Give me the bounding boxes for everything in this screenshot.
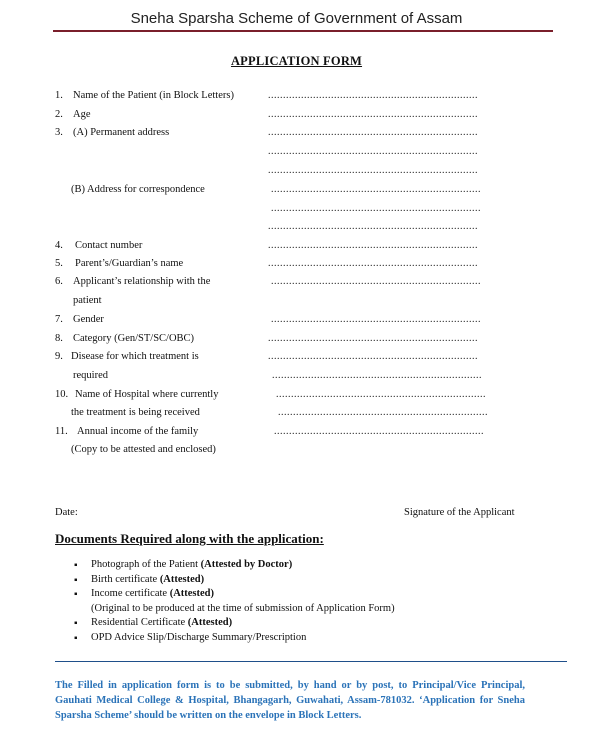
document-item-label: Photograph of the Patient	[91, 559, 201, 570]
item-number: 3.	[55, 127, 63, 138]
fill-in-line[interactable]: ......................................................................	[271, 184, 481, 195]
fill-in-line[interactable]: ......................................................................	[268, 221, 478, 232]
item-number: 5.	[55, 258, 63, 269]
item-number: 6.	[55, 276, 63, 287]
document-item-label: Birth certificate	[91, 573, 160, 585]
item-number: 7.	[55, 314, 63, 325]
field-label: the treatment is being received	[71, 407, 200, 418]
document-item-requirement: (Attested)	[187, 617, 233, 628]
document-item-note: (Original to be produced at the time of submission of Application Form)	[91, 602, 395, 614]
bullet-icon: ▪	[74, 618, 78, 629]
item-number: 11.	[55, 426, 68, 437]
fill-in-line[interactable]: ......................................................................	[268, 258, 478, 269]
field-label: (Copy to be attested and enclosed)	[71, 444, 216, 455]
signature-label: Signature of the Applicant	[404, 507, 515, 518]
bullet-icon: ▪	[74, 589, 78, 600]
fill-in-line[interactable]: ......................................................................	[268, 240, 478, 251]
document-item	[91, 559, 292, 570]
item-number: 1.	[55, 90, 63, 101]
submission-note: The Filled in application form is to be submitted, by hand or by post, to Principal/Vice Principal, Gauhati Medical College & Hospital, Bhangagarh, Guwahati, Assam-781032. ‘Application for Sneha Sparsha Scheme’ should be written on the envelope in Block Letters.	[55, 680, 525, 721]
field-label: (A) Permanent address	[73, 127, 170, 138]
document-item	[91, 617, 232, 628]
fill-in-line[interactable]: ......................................................................	[272, 370, 482, 381]
document-item	[91, 574, 204, 585]
item-number: 9.	[55, 351, 63, 362]
fill-in-line[interactable]: ......................................................................	[271, 314, 481, 325]
fill-in-line[interactable]: ......................................................................	[268, 165, 478, 176]
fill-in-line[interactable]: ......................................................................	[278, 407, 488, 418]
field-label: Disease for which treatment is	[71, 351, 199, 362]
item-number: 4.	[55, 240, 63, 251]
field-label: Category (Gen/ST/SC/OBC)	[73, 333, 195, 344]
document-item-requirement: (Attested by Doctor)	[200, 559, 293, 570]
document-item	[91, 632, 306, 643]
fill-in-line[interactable]: ......................................................................	[268, 109, 478, 120]
field-label: patient	[73, 295, 102, 306]
field-label: Gender	[73, 314, 104, 325]
fill-in-line[interactable]: ......................................................................	[268, 146, 478, 157]
field-label: Applicant’s relationship with the	[73, 276, 211, 287]
fill-in-line[interactable]: ......................................................................	[271, 203, 481, 214]
header-divider	[53, 30, 553, 32]
fill-in-line[interactable]: ......................................................................	[268, 127, 478, 138]
fill-in-line[interactable]: ......................................................................	[268, 333, 478, 344]
document-item	[91, 588, 214, 599]
item-number: 10.	[55, 389, 69, 400]
document-item-requirement: (Attested)	[159, 573, 205, 585]
bullet-icon: ▪	[74, 560, 78, 571]
item-number: 2.	[55, 109, 63, 120]
fill-in-line[interactable]: ......................................................................	[274, 426, 484, 437]
field-label: Contact number	[75, 240, 143, 251]
fill-in-line[interactable]: ......................................................................	[268, 351, 478, 362]
bullet-icon: ▪	[74, 574, 78, 586]
field-label: Age	[73, 109, 91, 120]
field-label: Annual income of the family	[77, 426, 199, 437]
field-label: required	[73, 370, 108, 381]
document-item-label: Income certificate	[91, 588, 170, 599]
date-label: Date:	[55, 507, 78, 518]
footer-divider	[55, 661, 567, 662]
document-item-label: Residential Certificate	[91, 617, 188, 628]
documents-heading: Documents Required along with the application:	[55, 531, 324, 546]
field-label: Name of Hospital where currently	[75, 389, 219, 400]
document-item-label: OPD Advice Slip/Discharge Summary/Prescription	[91, 631, 307, 643]
document-item-requirement: (Attested)	[169, 588, 215, 599]
document-header: Sneha Sparsha Scheme of Government of Assam	[130, 10, 463, 27]
fill-in-line[interactable]: ......................................................................	[271, 276, 481, 287]
bullet-icon: ▪	[74, 632, 78, 644]
field-label: Parent’s/Guardian’s name	[75, 258, 184, 269]
item-number: 8.	[55, 333, 63, 344]
form-title: APPLICATION FORM	[230, 54, 363, 68]
field-label: Name of the Patient (in Block Letters)	[73, 90, 234, 101]
field-label: (B) Address for correspondence	[71, 184, 205, 195]
fill-in-line[interactable]: ......................................................................	[276, 389, 486, 400]
fill-in-line[interactable]: ......................................................................	[268, 90, 478, 101]
